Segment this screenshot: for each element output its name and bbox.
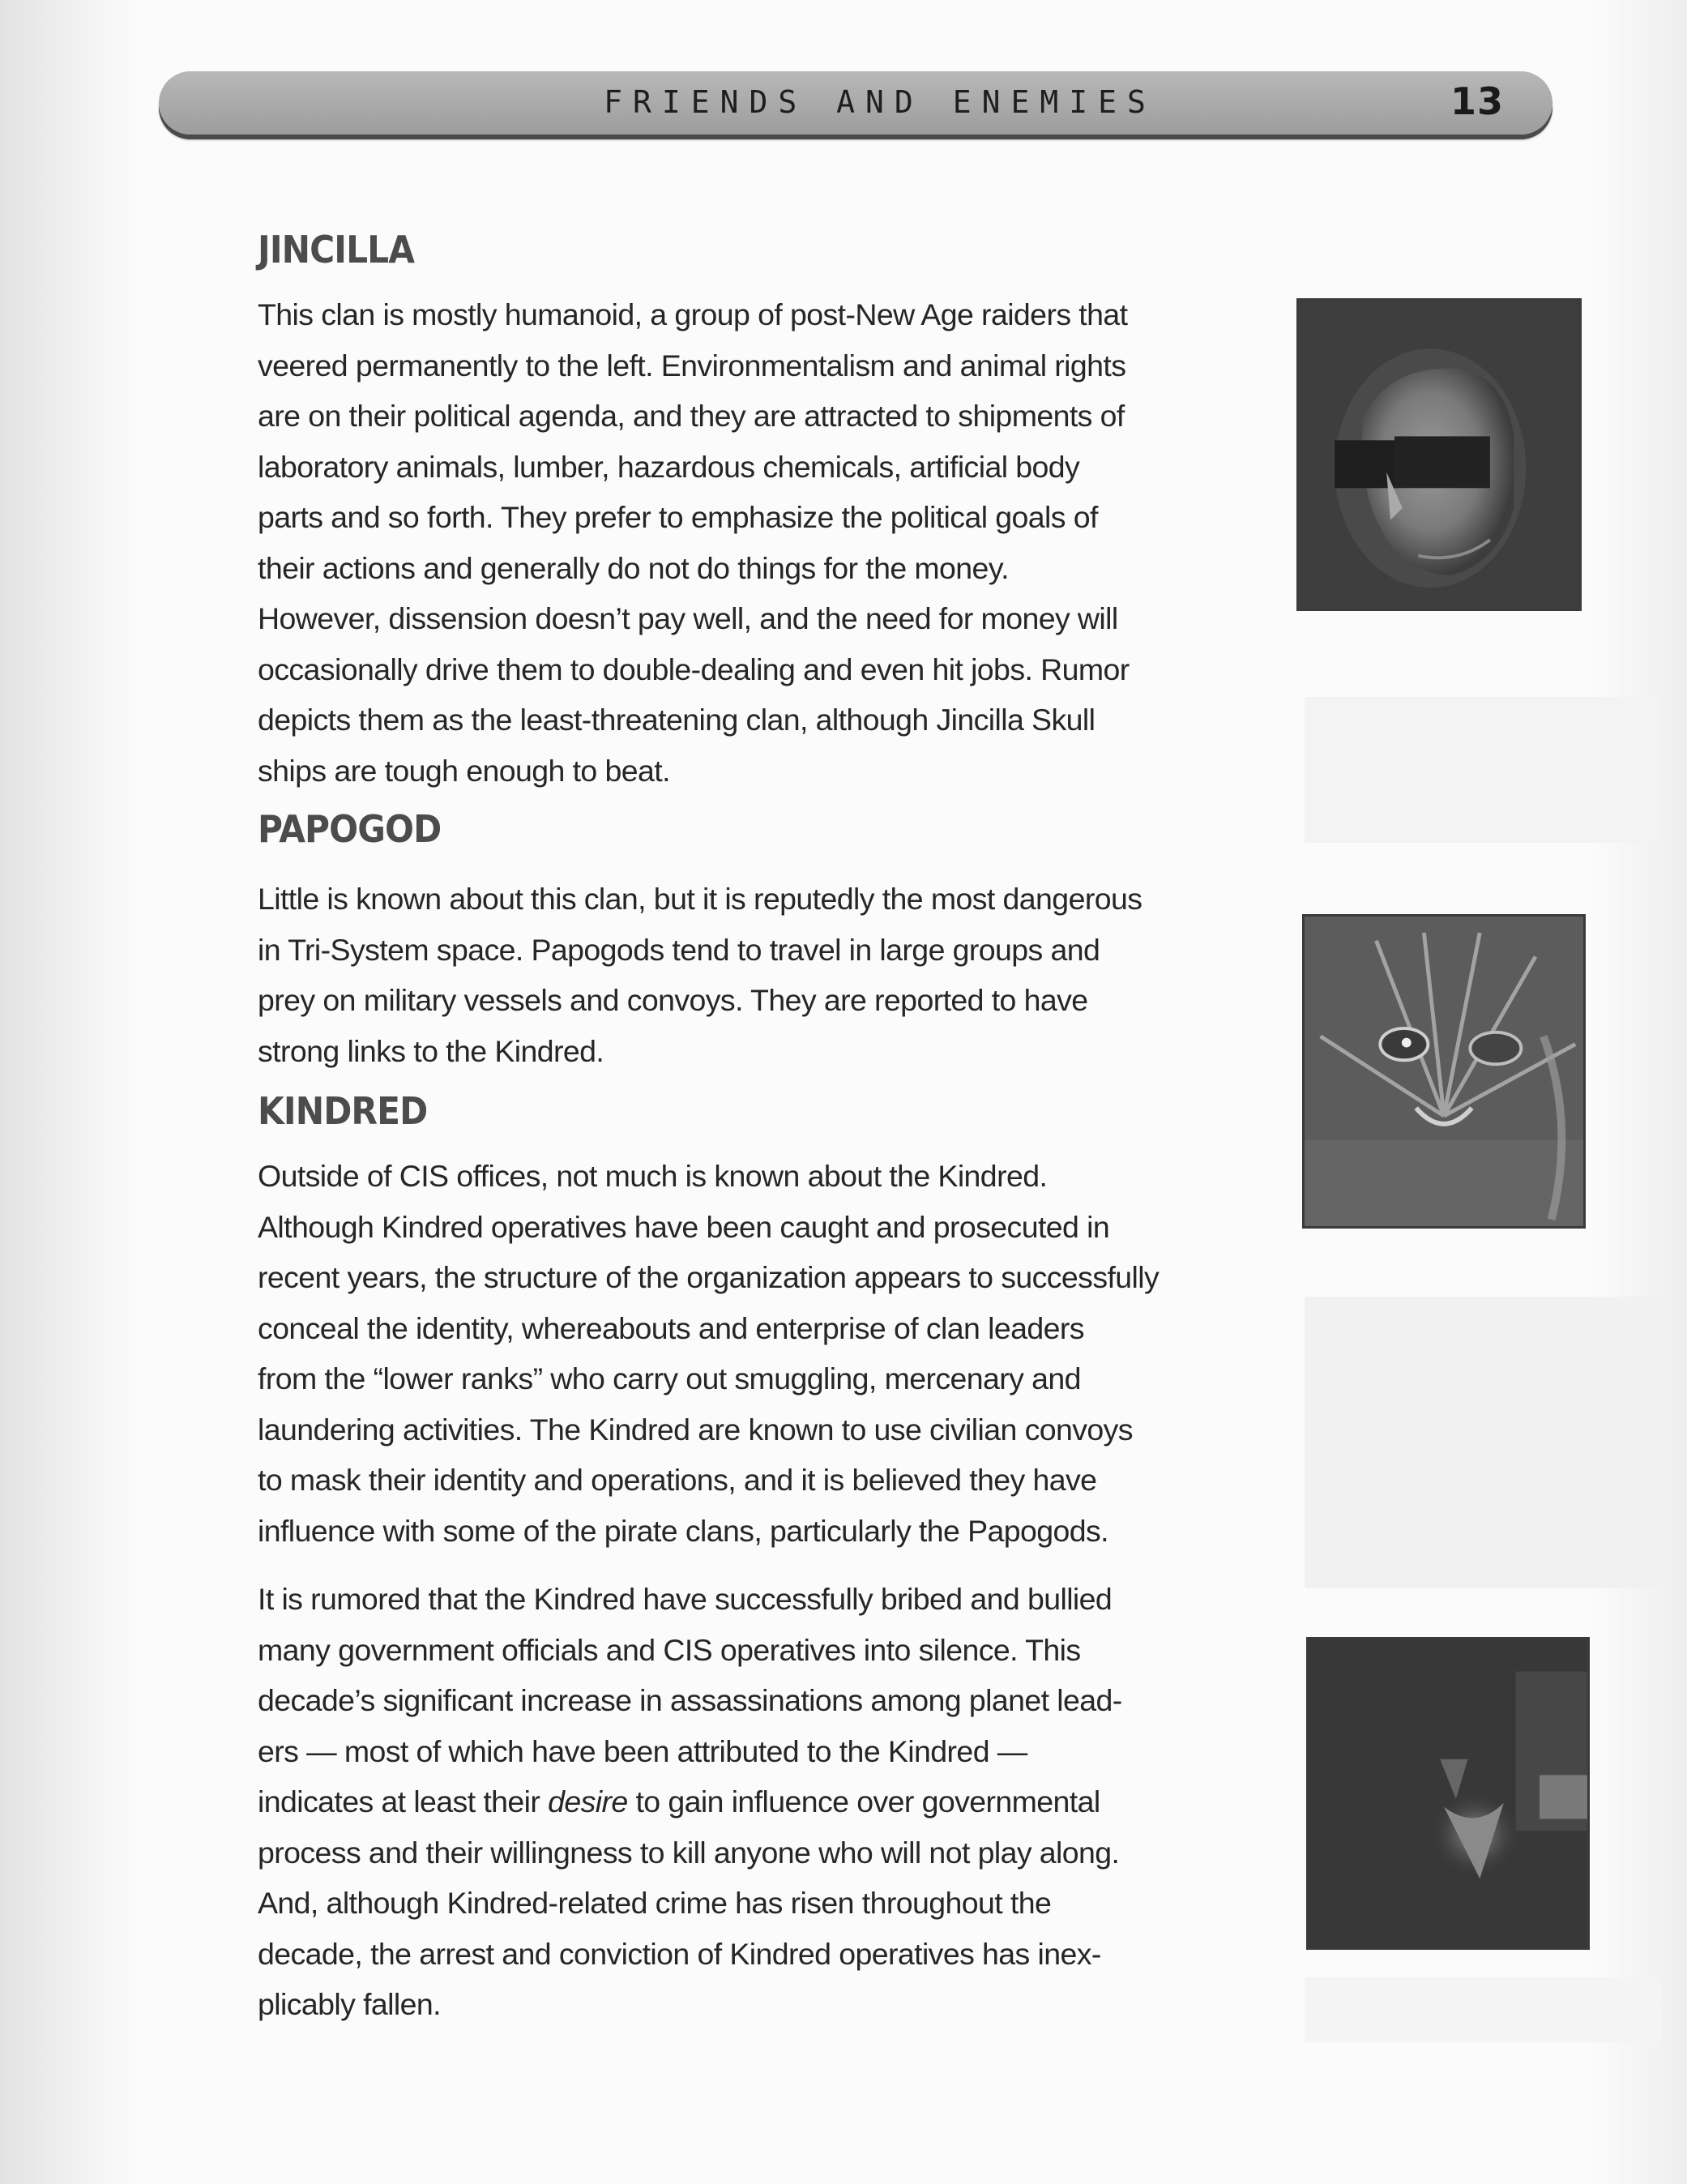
jincilla-paragraph [258, 289, 1262, 796]
text-line: strong links to the Kindred. [258, 1033, 604, 1068]
text-line: It is rumored that the Kindred have successfully bribed and bullied [258, 1582, 1113, 1616]
section-heading-kindred: KINDRED [258, 1089, 428, 1133]
text-line: parts and so forth. They prefer to emphasize the political goals of [258, 500, 1098, 534]
text-line-with-emphasis [258, 1776, 1262, 1827]
text-line: veered permanently to the left. Environmentalism and animal rights [258, 348, 1126, 383]
text-line: occasionally drive them to double-dealing and even hit jobs. Rumor [258, 652, 1130, 686]
kindred-portrait-image [1306, 1637, 1590, 1950]
bleed-through-artifact [1305, 1297, 1661, 1588]
emphasis-desire: desire [548, 1784, 628, 1819]
text-line: laboratory animals, lumber, hazardous chemicals, artificial body [258, 449, 1080, 484]
text-line: ships are tough enough to beat. [258, 753, 670, 788]
text-line: plicably fallen. [258, 1987, 441, 2021]
papogod-portrait-image [1302, 914, 1586, 1229]
text-line: decade’s significant increase in assassinations among planet lead- [258, 1683, 1122, 1717]
text-line: Outside of CIS offices, not much is known about the Kindred. [258, 1159, 1048, 1193]
text-line: laundering activities. The Kindred are known to use civilian convoys [258, 1412, 1133, 1447]
kindred-paragraph-1 [258, 1151, 1262, 1556]
page-gutter-shade [0, 0, 138, 2184]
alien-creature-icon [1305, 917, 1583, 1226]
text-line: prey on military vessels and convoys. They are reported to have [258, 983, 1088, 1017]
text-line: many government officials and CIS operatives into silence. This [258, 1632, 1081, 1667]
text-line: Little is known about this clan, but it is reputedly the most dangerous [258, 882, 1142, 916]
jincilla-portrait-image [1296, 298, 1582, 611]
bleed-through-artifact [1305, 1977, 1661, 2042]
text-line: from the “lower ranks” who carry out smuggling, mercenary and [258, 1361, 1081, 1395]
kindred-paragraph-2 [258, 1574, 1262, 2030]
text-line: conceal the identity, whereabouts and enterprise of clan leaders [258, 1310, 1084, 1345]
page-edge-shade [1590, 0, 1687, 2184]
page-number: 13 [1450, 79, 1504, 123]
shadowed-figure-icon [1309, 1639, 1587, 1947]
face-with-sunglasses-icon [1299, 301, 1579, 609]
papogod-paragraph [258, 874, 1262, 1076]
text-line: process and their willingness to kill anyone who will not play along. [258, 1835, 1120, 1870]
bleed-through-artifact [1305, 697, 1661, 843]
text-line: decade, the arrest and conviction of Kindred operatives has inex- [258, 1936, 1101, 1971]
text-line: Although Kindred operatives have been caught and prosecuted in [258, 1209, 1110, 1244]
text-line: And, although Kindred-related crime has risen throughout the [258, 1886, 1052, 1920]
text-line: influence with some of the pirate clans, particularly the Papogods. [258, 1513, 1108, 1548]
text-line: ers — most of which have been attributed to the Kindred — [258, 1733, 1027, 1768]
chapter-title: FRIENDS AND ENEMIES [604, 84, 1156, 120]
text-line: their actions and generally do not do things for the money. [258, 550, 1010, 585]
section-heading-jincilla: JINCILLA [258, 228, 415, 271]
text-line: However, dissension doesn’t pay well, and the need for money will [258, 601, 1118, 635]
running-header-bar [159, 71, 1552, 135]
text-line: This clan is mostly humanoid, a group of post-New Age raiders that [258, 297, 1128, 331]
text-line: in Tri-System space. Papogods tend to travel in large groups and [258, 932, 1100, 967]
main-text-column [258, 223, 1262, 2030]
text-line: to mask their identity and operations, and it is believed they have [258, 1463, 1097, 1497]
text-line: depicts them as the least-threatening clan, although Jincilla Skull [258, 703, 1095, 737]
text-segment: indicates at least their [258, 1784, 549, 1819]
text-segment: to gain influence over governmental [627, 1784, 1100, 1819]
text-line: are on their political agenda, and they are attracted to shipments of [258, 399, 1125, 433]
section-heading-papogod: PAPOGOD [258, 807, 442, 851]
text-line: recent years, the structure of the organization appears to successfully [258, 1260, 1160, 1294]
